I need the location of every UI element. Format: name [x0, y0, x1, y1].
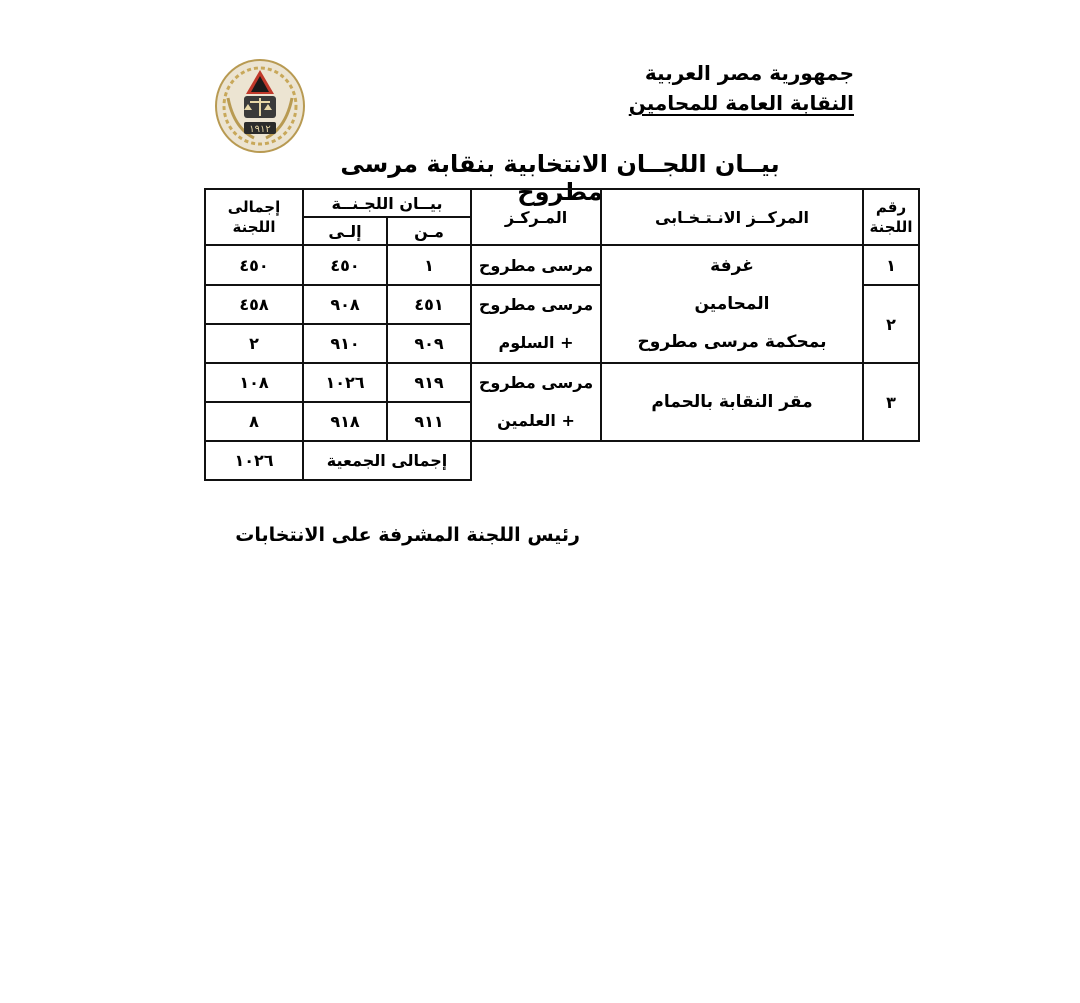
- to-cell: ٩١٠: [303, 324, 387, 363]
- center-line: مرسى مطروح: [478, 373, 594, 392]
- electoral-center-line: غرفة: [710, 256, 754, 276]
- committee-number: ٣: [863, 363, 919, 441]
- page-title: بيــان اللجــان الانتخابية بنقابة مرسى مطروح: [340, 150, 780, 206]
- header-from: مـن: [387, 217, 471, 245]
- header-committee-number: رقم اللجنة: [863, 189, 919, 245]
- header-committee-total: إجمالى اللجنة: [205, 189, 303, 245]
- bar-association-logo: [214, 58, 306, 154]
- from-cell: ٩١١: [387, 402, 471, 441]
- signature-line: رئيس اللجنة المشرفة على الانتخابات: [235, 524, 580, 546]
- electoral-center-cell: [601, 245, 863, 363]
- header-committee-info: بيــان اللجـنــة: [303, 189, 471, 217]
- grand-total-label: إجمالى الجمعية: [303, 441, 471, 480]
- table-row: [205, 245, 919, 285]
- committee-number: ٢: [863, 285, 919, 363]
- total-cell: ٨: [205, 402, 303, 441]
- total-cell: ٤٥٠: [205, 245, 303, 285]
- syndicate-name: النقابة العامة للمحامين: [628, 91, 854, 115]
- grand-total-value: ١٠٢٦: [205, 441, 303, 480]
- table-row: [205, 363, 919, 402]
- from-cell: ١: [387, 245, 471, 285]
- logo-year: ١٩١٢: [249, 124, 271, 135]
- committee-number: ١: [863, 245, 919, 285]
- electoral-center-cell: مقر النقابة بالحمام: [601, 363, 863, 441]
- total-cell: ٢: [205, 324, 303, 363]
- from-cell: ٩٠٩: [387, 324, 471, 363]
- to-cell: ٩١٨: [303, 402, 387, 441]
- center-cell: [471, 285, 601, 363]
- center-line: + العلمين: [497, 411, 575, 430]
- electoral-center-line: المحامين: [694, 294, 770, 314]
- total-cell: ١٠٨: [205, 363, 303, 402]
- header-to: إلـى: [303, 217, 387, 245]
- electoral-center-line: بمحكمة مرسى مطروح: [637, 332, 827, 352]
- to-cell: ٤٥٠: [303, 245, 387, 285]
- from-cell: ٤٥١: [387, 285, 471, 324]
- to-cell: ١٠٢٦: [303, 363, 387, 402]
- center-cell: [471, 363, 601, 441]
- center-line: مرسى مطروح: [478, 295, 594, 314]
- country-name: جمهورية مصر العربية: [644, 61, 854, 85]
- committees-table: [204, 188, 920, 481]
- total-cell: ٤٥٨: [205, 285, 303, 324]
- to-cell: ٩٠٨: [303, 285, 387, 324]
- grand-total-row: [205, 441, 919, 480]
- center-cell: مرسى مطروح: [471, 245, 601, 285]
- center-line: + السلوم: [498, 333, 574, 352]
- header-center: المـركـز: [471, 189, 601, 245]
- header-electoral-center: المركــز الانـتـخـابى: [601, 189, 863, 245]
- document-header: [629, 58, 854, 118]
- from-cell: ٩١٩: [387, 363, 471, 402]
